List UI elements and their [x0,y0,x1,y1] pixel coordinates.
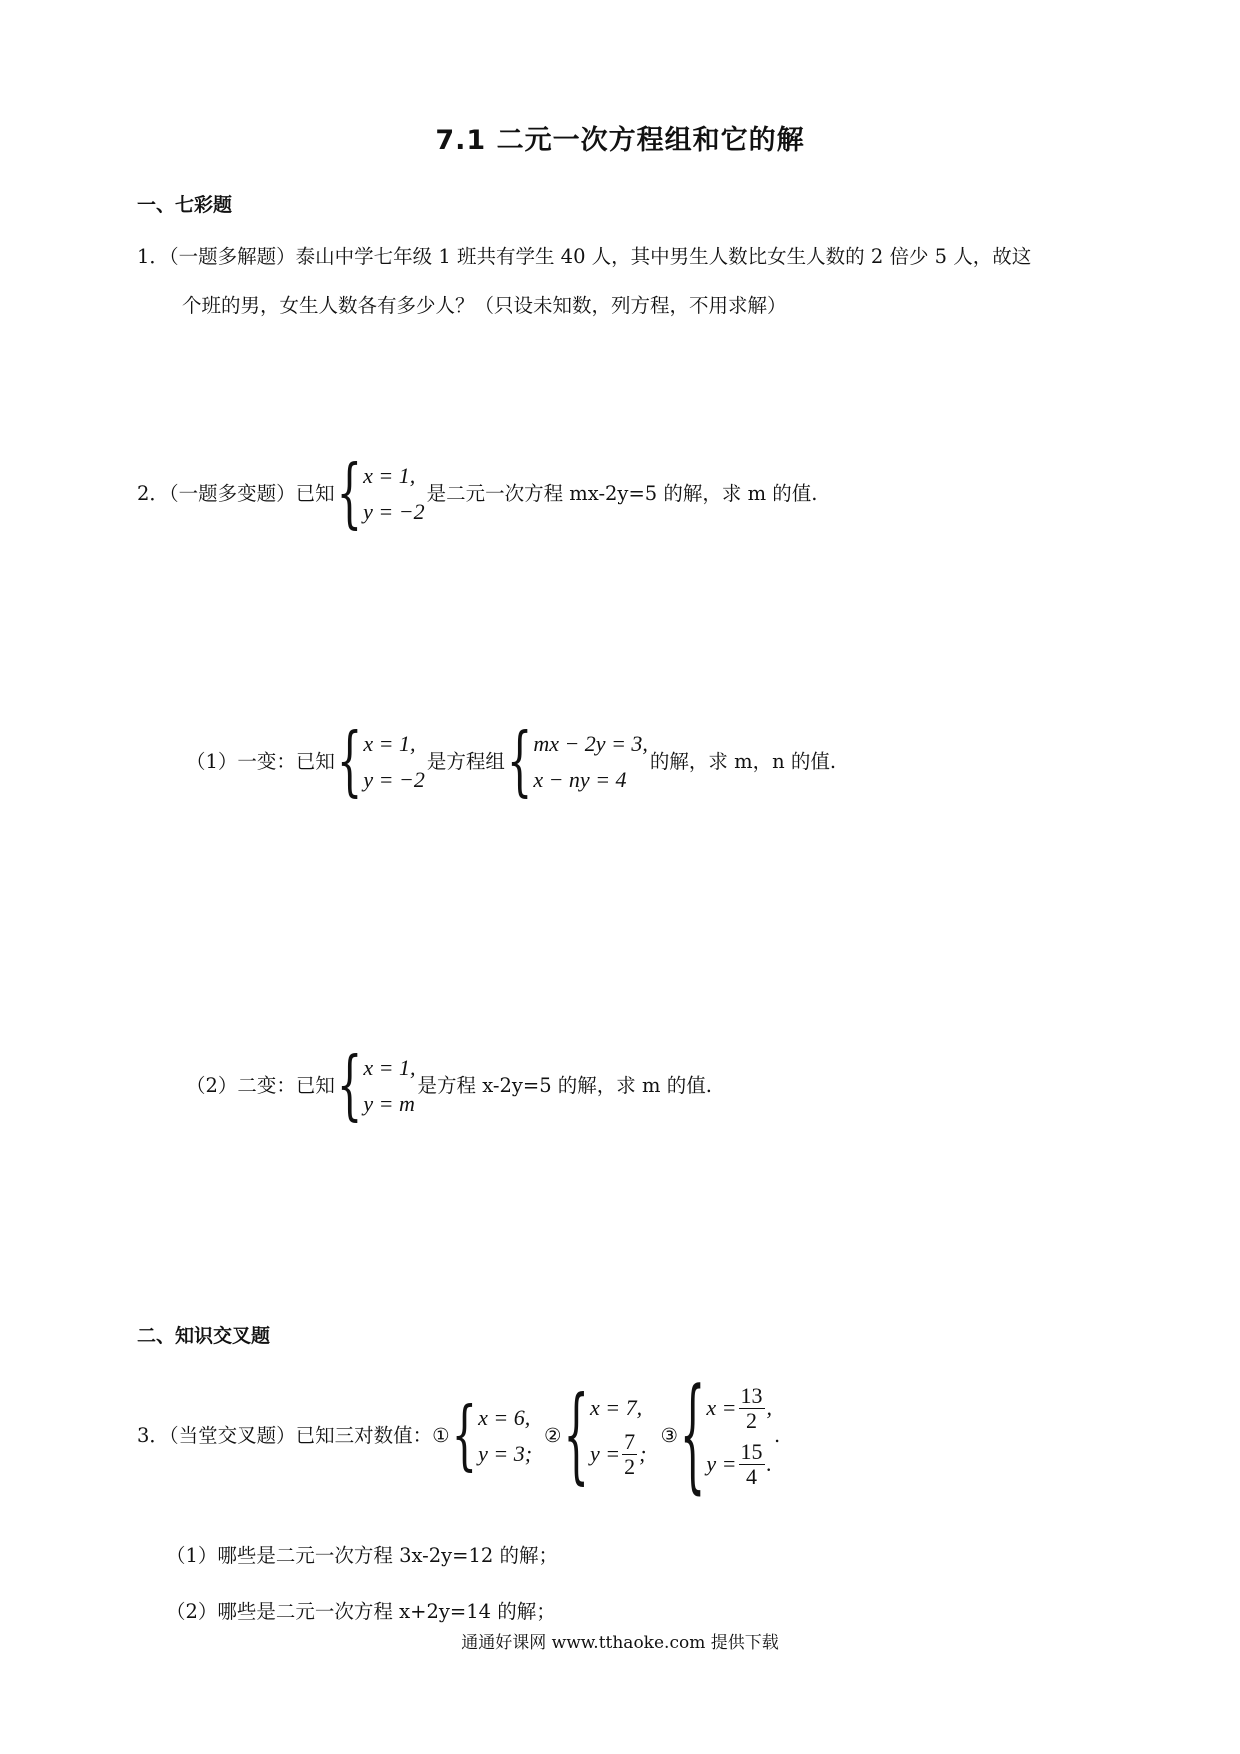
equation-system [336,450,425,538]
question-2-variant-2 [186,1042,712,1130]
equation-system [336,718,425,806]
variant-1-prefix: （1）一变：已知 [186,750,335,773]
equation-x: x = 1, [363,1055,416,1080]
equation-x: x = $\frac{13}{2}$ , [706,1382,772,1433]
question-2-variant-1 [186,718,837,806]
equation-system [451,1392,533,1480]
left-brace-icon: { [506,718,533,806]
equation-system [336,1042,416,1130]
question-2-suffix: 是二元一次方程 mx-2y=5 的解，求 m 的值. [426,482,818,505]
left-brace-icon: { [336,718,363,806]
question-3-part-1: （1）哪些是二元一次方程 3x-2y=12 的解； [166,1544,559,1567]
fraction: $\frac{13}{2}$ [740,1382,763,1433]
question-1-line-2: 个班的男，女生人数各有多少人？（只设未知数，列方程，不用求解） [182,294,787,317]
circled-two-icon: ② [544,1424,562,1447]
equation-y: y = $\frac{15}{4}$ . [706,1438,772,1489]
page-title: 7.1 二元一次方程组和它的解 [435,125,805,156]
question-2-prefix: 2．（一题多变题）已知 [137,482,335,505]
equation-1: mx − 2y = 3, [533,731,648,756]
variant-2-prefix: （2）二变：已知 [186,1074,335,1097]
page-footer: 通通好课网 www.tthaoke.com 提供下载 [461,1633,779,1653]
equation-x: x = 6, [478,1405,531,1430]
variant-1-mid: 是方程组 [426,750,505,773]
fraction: $\frac{7}{2}$ [624,1428,636,1479]
question-3 [137,1364,781,1508]
section-heading-1: 一、七彩题 [137,194,233,216]
question-3-prefix: 3．（当堂交叉题）已知三对数值： [137,1424,433,1447]
equation-2: x − ny = 4 [533,767,627,792]
equation-y: y = $\frac{7}{2}$ ; [589,1428,647,1479]
left-brace-icon: { [563,1376,589,1496]
question-3-part-2: （2）哪些是二元一次方程 x+2y=14 的解； [166,1600,556,1623]
equation-system [563,1376,647,1496]
left-brace-icon: { [336,450,363,538]
left-brace-icon: { [451,1392,478,1480]
left-brace-icon: { [336,1042,363,1130]
question-3-end: . [774,1424,781,1447]
circled-three-icon: ③ [660,1424,678,1447]
variant-1-suffix: 的解，求 m，n 的值. [649,750,837,773]
left-brace-icon: { [679,1364,706,1508]
equation-x: x = 7, [589,1395,643,1420]
variant-2-suffix: 是方程 x-2y=5 的解，求 m 的值. [417,1074,712,1097]
equation-system [679,1364,772,1508]
equation-y: y = m [363,1091,415,1116]
equation-x: x = 1, [363,731,416,756]
equation-system [506,718,648,806]
question-1-line-1: 1．（一题多解题）泰山中学七年级 1 班共有学生 40 人，其中男生人数比女生人数的 2 倍少 5 人，故这 [137,245,1032,268]
equation-y: y = 3; [478,1441,533,1466]
fraction: $\frac{15}{4}$ [740,1438,763,1489]
question-2 [137,450,818,538]
circled-one-icon: ① [432,1424,450,1447]
equation-y: y = −2 [363,499,425,524]
equation-x: x = 1, [363,463,416,488]
equation-y: y = −2 [363,767,425,792]
section-heading-2: 二、知识交叉题 [137,1325,271,1347]
